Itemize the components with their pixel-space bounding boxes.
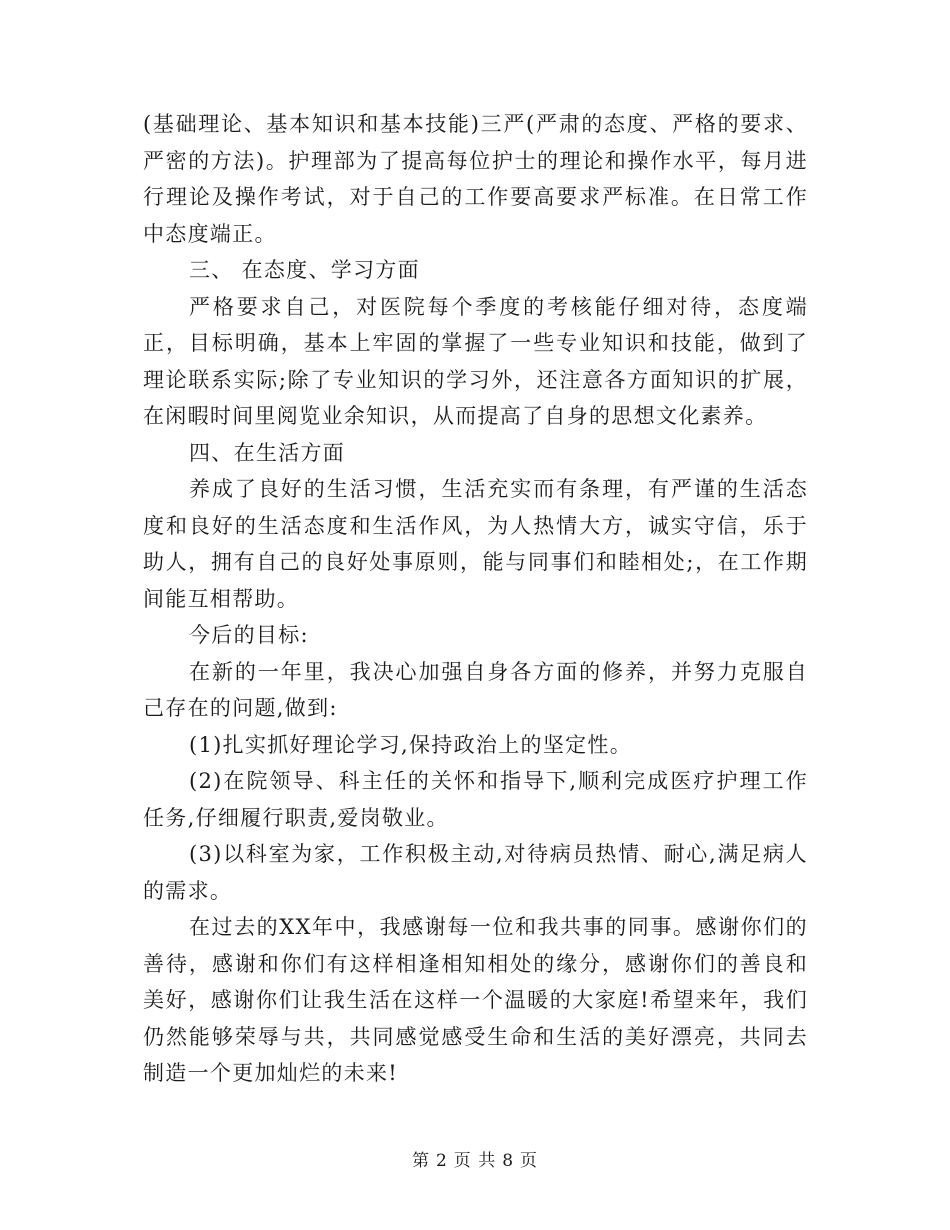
current-page-number: 2 — [435, 1151, 448, 1171]
section-heading-4: 四、在生活方面 — [189, 440, 346, 465]
goal-item-2: (2)在院领导、科主任的关怀和指导下,顺利完成医疗护理工作任务,仔细履行职责,爱岗敬业。 — [143, 769, 808, 830]
footer-suffix: 页 — [520, 1151, 539, 1171]
closing-paragraph: 在过去的XX年中，我感谢每一位和我共事的同事。感谢你们的善待，感谢和你们有这样相逢相知相处的缘分，感谢你们的善良和美好，感谢你们让我生活在这样一个温暖的大家庭!希望来年，我们仍然能够荣辱与共，共同感觉感受生命和生活的美好漂亮，共同去制造一个更加灿烂的未来! — [143, 915, 808, 1085]
footer-mid: 页 共 — [453, 1151, 497, 1171]
paragraph-6: 在新的一年里，我决心加强自身各方面的修养，并努力克服自己存在的问题,做到: — [143, 659, 808, 720]
total-pages-number: 8 — [502, 1151, 515, 1171]
footer-prefix: 第 — [411, 1151, 430, 1171]
goal-item-1: (1)扎实抓好理论学习,保持政治上的坚定性。 — [189, 732, 633, 757]
paragraph-2: 严格要求自己，对医院每个季度的考核能仔细对待，态度端正，目标明确，基本上牢固的掌握了一些专业知识和技能，做到了理论联系实际;除了专业知识的学习外，还注意各方面知识的扩展，在闲暇时间里阅览业余知识，从而提高了自身的思想文化素养。 — [143, 294, 808, 428]
goals-heading: 今后的目标: — [189, 623, 309, 647]
page-footer — [0, 1146, 950, 1171]
section-heading-3: 三、 在态度、学习方面 — [189, 258, 420, 282]
goal-item-3: (3)以科室为家，工作积极主动,对待病员热情、耐心,满足病人的需求。 — [143, 842, 808, 903]
document-body — [143, 106, 808, 1092]
paragraph-4: 养成了良好的生活习惯，生活充实而有条理，有严谨的生活态度和良好的生活态度和生活作风，为人热情大方，诚实守信，乐于助人，拥有自己的良好处事原则，能与同事们和睦相处;，在工作期间能互相帮助。 — [143, 477, 808, 611]
paragraph-0: (基础理论、基本知识和基本技能)三严(严肃的态度、严格的要求、严密的方法)。护理部为了提高每位护士的理论和操作水平，每月进行理论及操作考试，对于自己的工作要高要求严标准。在日常工作中态度端正。 — [143, 112, 808, 246]
